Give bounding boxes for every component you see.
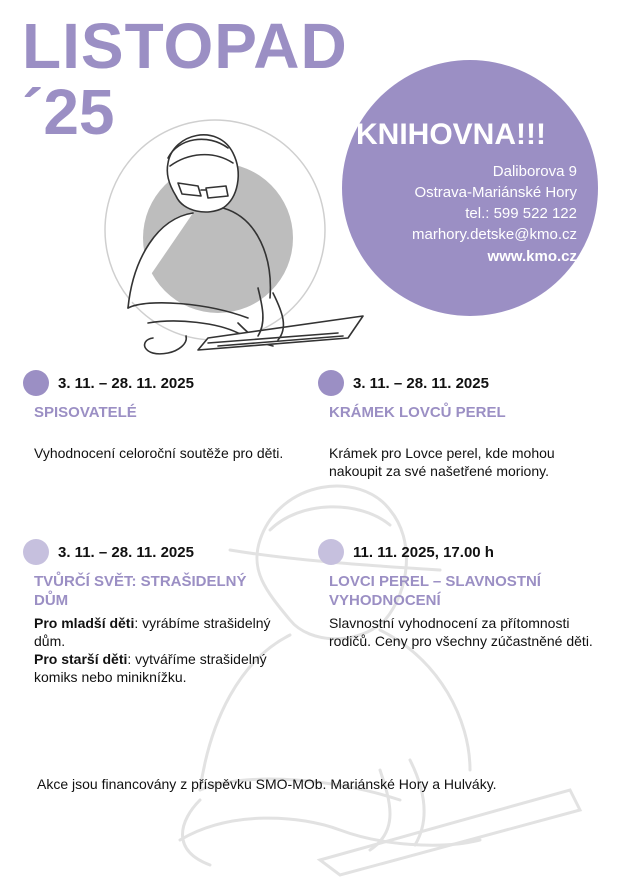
page-title-month: LISTOPAD — [22, 10, 348, 82]
event-description: Vyhodnocení celoroční soutěže pro děti. — [34, 445, 284, 461]
funding-note: Akce jsou financovány z příspěvku SMO-MOb. Mariánské Hory a Hulváky. — [37, 776, 497, 792]
older-kids-text: : vytváříme strašidelný komiks nebo miniknížku. — [34, 651, 267, 685]
event-description: Krámek pro Lovce perel, kde mohou nakoupit za své našetřené moriony. — [329, 445, 555, 479]
event-description: Slavnostní vyhodnocení za přítomnosti rodičů. Ceny pro všechny zúčastněné děti. — [329, 615, 593, 649]
event-date: 3. 11. – 28. 11. 2025 — [353, 375, 489, 392]
event-title-line2: DŮM — [34, 592, 69, 609]
event-title-line1: TVŮRČÍ SVĚT: STRAŠIDELNÝ — [34, 573, 247, 590]
event-title: SPISOVATELÉ — [34, 404, 137, 421]
event-bullet — [23, 539, 49, 565]
event-bullet — [23, 370, 49, 396]
event-bullet — [318, 370, 344, 396]
event-title-line1: LOVCI PEREL – SLAVNOSTNÍ — [329, 573, 541, 590]
event-description-younger — [34, 614, 299, 650]
older-kids-label: Pro starší děti — [34, 651, 128, 667]
page-title-year: ´25 — [22, 76, 115, 148]
event-date: 11. 11. 2025, 17.00 h — [353, 544, 494, 561]
younger-kids-text: : vyrábíme strašidelný dům. — [34, 615, 271, 649]
event-title: KRÁMEK LOVCŮ PEREL — [329, 404, 506, 421]
library-street: Daliborova 9 — [492, 163, 577, 180]
event-description-older — [34, 650, 299, 686]
event-title-line2: VYHODNOCENÍ — [329, 592, 441, 609]
library-website[interactable]: www.kmo.cz — [487, 248, 577, 265]
younger-kids-label: Pro mladší děti — [34, 615, 135, 631]
library-name: KNIHOVNA!!! — [356, 118, 546, 151]
event-bullet — [318, 539, 344, 565]
event-date: 3. 11. – 28. 11. 2025 — [58, 375, 194, 392]
library-city: Ostrava-Mariánské Hory — [414, 184, 577, 201]
event-date: 3. 11. – 28. 11. 2025 — [58, 544, 194, 561]
library-email[interactable]: marhory.detske@kmo.cz — [412, 226, 577, 243]
library-phone: tel.: 599 522 122 — [465, 205, 577, 222]
